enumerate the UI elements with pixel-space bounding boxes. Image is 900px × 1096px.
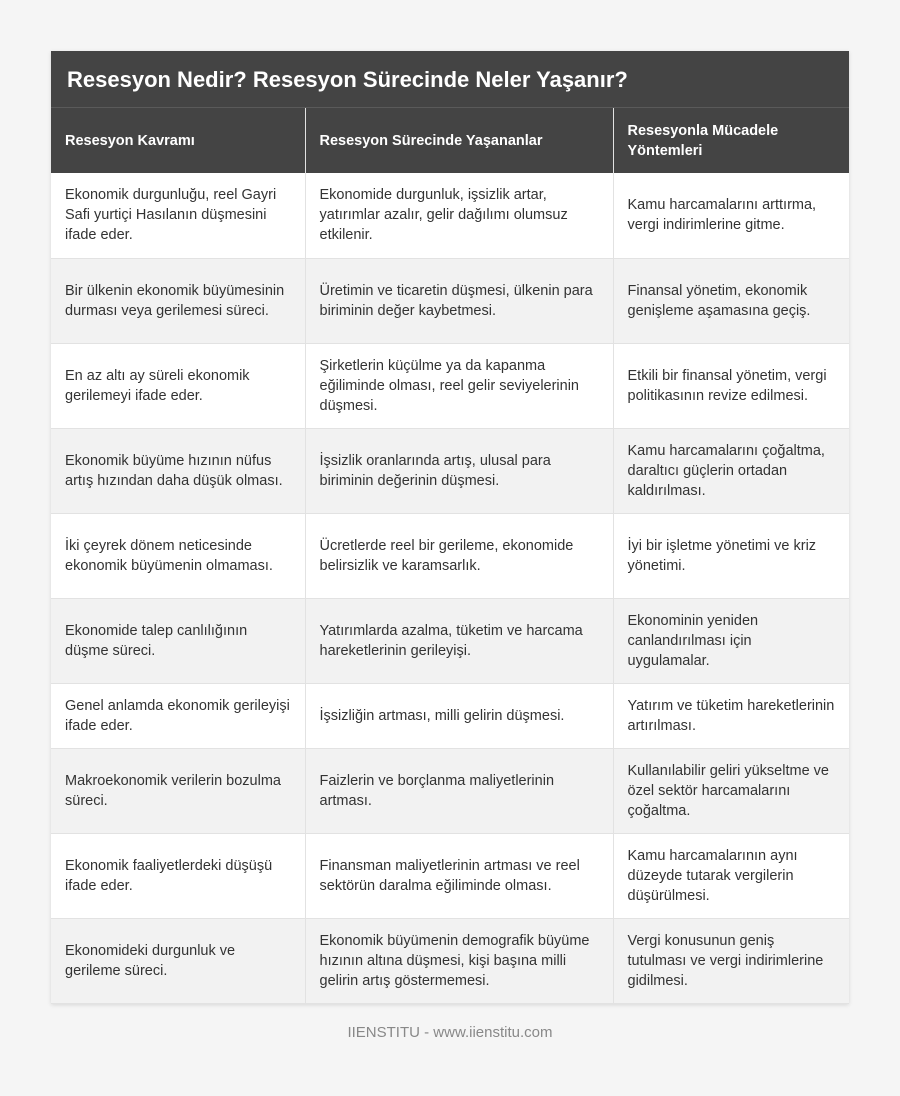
table-cell: Kamu harcamalarının aynı düzeyde tutarak vergilerin düşürülmesi. bbox=[613, 833, 849, 918]
table-cell: Yatırım ve tüketim hareketlerinin artırılması. bbox=[613, 683, 849, 748]
table-cell: Bir ülkenin ekonomik büyümesinin durması veya gerilemesi süreci. bbox=[51, 258, 305, 343]
table-cell: Ekonomik büyümenin demografik büyüme hızının altına düşmesi, kişi başına milli gelirin artış göstermemesi. bbox=[305, 918, 613, 1003]
table-cell: Kullanılabilir geliri yükseltme ve özel sektör harcamalarını çoğaltma. bbox=[613, 748, 849, 833]
header-row bbox=[51, 108, 849, 173]
table-cell: Yatırımlarda azalma, tüketim ve harcama hareketlerinin gerileyişi. bbox=[305, 598, 613, 683]
table-cell: Ekonomide durgunluk, işsizlik artar, yatırımlar azalır, gelir dağılımı olumsuz etkilenir. bbox=[305, 173, 613, 258]
recession-table bbox=[51, 108, 849, 1004]
table-row bbox=[51, 258, 849, 343]
table-row bbox=[51, 833, 849, 918]
table-cell: Şirketlerin küçülme ya da kapanma eğiliminde olması, reel gelir seviyelerinin düşmesi. bbox=[305, 343, 613, 428]
table-cell: Genel anlamda ekonomik gerileyişi ifade eder. bbox=[51, 683, 305, 748]
table-cell: İki çeyrek dönem neticesinde ekonomik büyümenin olmaması. bbox=[51, 513, 305, 598]
table-cell: Üretimin ve ticaretin düşmesi, ülkenin para biriminin değer kaybetmesi. bbox=[305, 258, 613, 343]
table-row bbox=[51, 513, 849, 598]
column-header-methods: Resesyonla Mücadele Yöntemleri bbox=[613, 108, 849, 173]
table-row bbox=[51, 598, 849, 683]
table-cell: Finansman maliyetlerinin artması ve reel sektörün daralma eğiliminde olması. bbox=[305, 833, 613, 918]
table-cell: Ücretlerde reel bir gerileme, ekonomide belirsizlik ve karamsarlık. bbox=[305, 513, 613, 598]
table-cell: Etkili bir finansal yönetim, vergi politikasının revize edilmesi. bbox=[613, 343, 849, 428]
table-cell: Ekonomideki durgunluk ve gerileme süreci. bbox=[51, 918, 305, 1003]
table-body bbox=[51, 173, 849, 1003]
table-cell: Finansal yönetim, ekonomik genişleme aşamasına geçiş. bbox=[613, 258, 849, 343]
table-cell: Makroekonomik verilerin bozulma süreci. bbox=[51, 748, 305, 833]
table-cell: Ekonomik büyüme hızının nüfus artış hızından daha düşük olması. bbox=[51, 428, 305, 513]
table-cell: Ekonomik durgunluğu, reel Gayri Safi yurtiçi Hasılanın düşmesini ifade eder. bbox=[51, 173, 305, 258]
content-card bbox=[51, 51, 849, 1004]
table-cell: Ekonomik faaliyetlerdeki düşüşü ifade eder. bbox=[51, 833, 305, 918]
table-cell: Kamu harcamalarını çoğaltma, daraltıcı güçlerin ortadan kaldırılması. bbox=[613, 428, 849, 513]
table-cell: İşsizliğin artması, milli gelirin düşmesi. bbox=[305, 683, 613, 748]
footer-credit: IIENSTITU - www.iienstitu.com bbox=[347, 1024, 553, 1041]
table-cell: Ekonominin yeniden canlandırılması için uygulamalar. bbox=[613, 598, 849, 683]
table-cell: Vergi konusunun geniş tutulması ve vergi indirimlerine gidilmesi. bbox=[613, 918, 849, 1003]
column-header-events: Resesyon Sürecinde Yaşananlar bbox=[305, 108, 613, 173]
column-header-concept: Resesyon Kavramı bbox=[51, 108, 305, 173]
table-cell: Kamu harcamalarını arttırma, vergi indirimlerine gitme. bbox=[613, 173, 849, 258]
table-cell: İyi bir işletme yönetimi ve kriz yönetimi. bbox=[613, 513, 849, 598]
table-row bbox=[51, 748, 849, 833]
table-row bbox=[51, 428, 849, 513]
table-row bbox=[51, 683, 849, 748]
table-cell: En az altı ay süreli ekonomik gerilemeyi ifade eder. bbox=[51, 343, 305, 428]
table-cell: Faizlerin ve borçlanma maliyetlerinin artması. bbox=[305, 748, 613, 833]
table-cell: İşsizlik oranlarında artış, ulusal para biriminin değerinin düşmesi. bbox=[305, 428, 613, 513]
table-cell: Ekonomide talep canlılığının düşme süreci. bbox=[51, 598, 305, 683]
table-row bbox=[51, 343, 849, 428]
table-row bbox=[51, 173, 849, 258]
table-header bbox=[51, 108, 849, 173]
page-title: Resesyon Nedir? Resesyon Sürecinde Neler Yaşanır? bbox=[51, 51, 849, 108]
table-row bbox=[51, 918, 849, 1003]
